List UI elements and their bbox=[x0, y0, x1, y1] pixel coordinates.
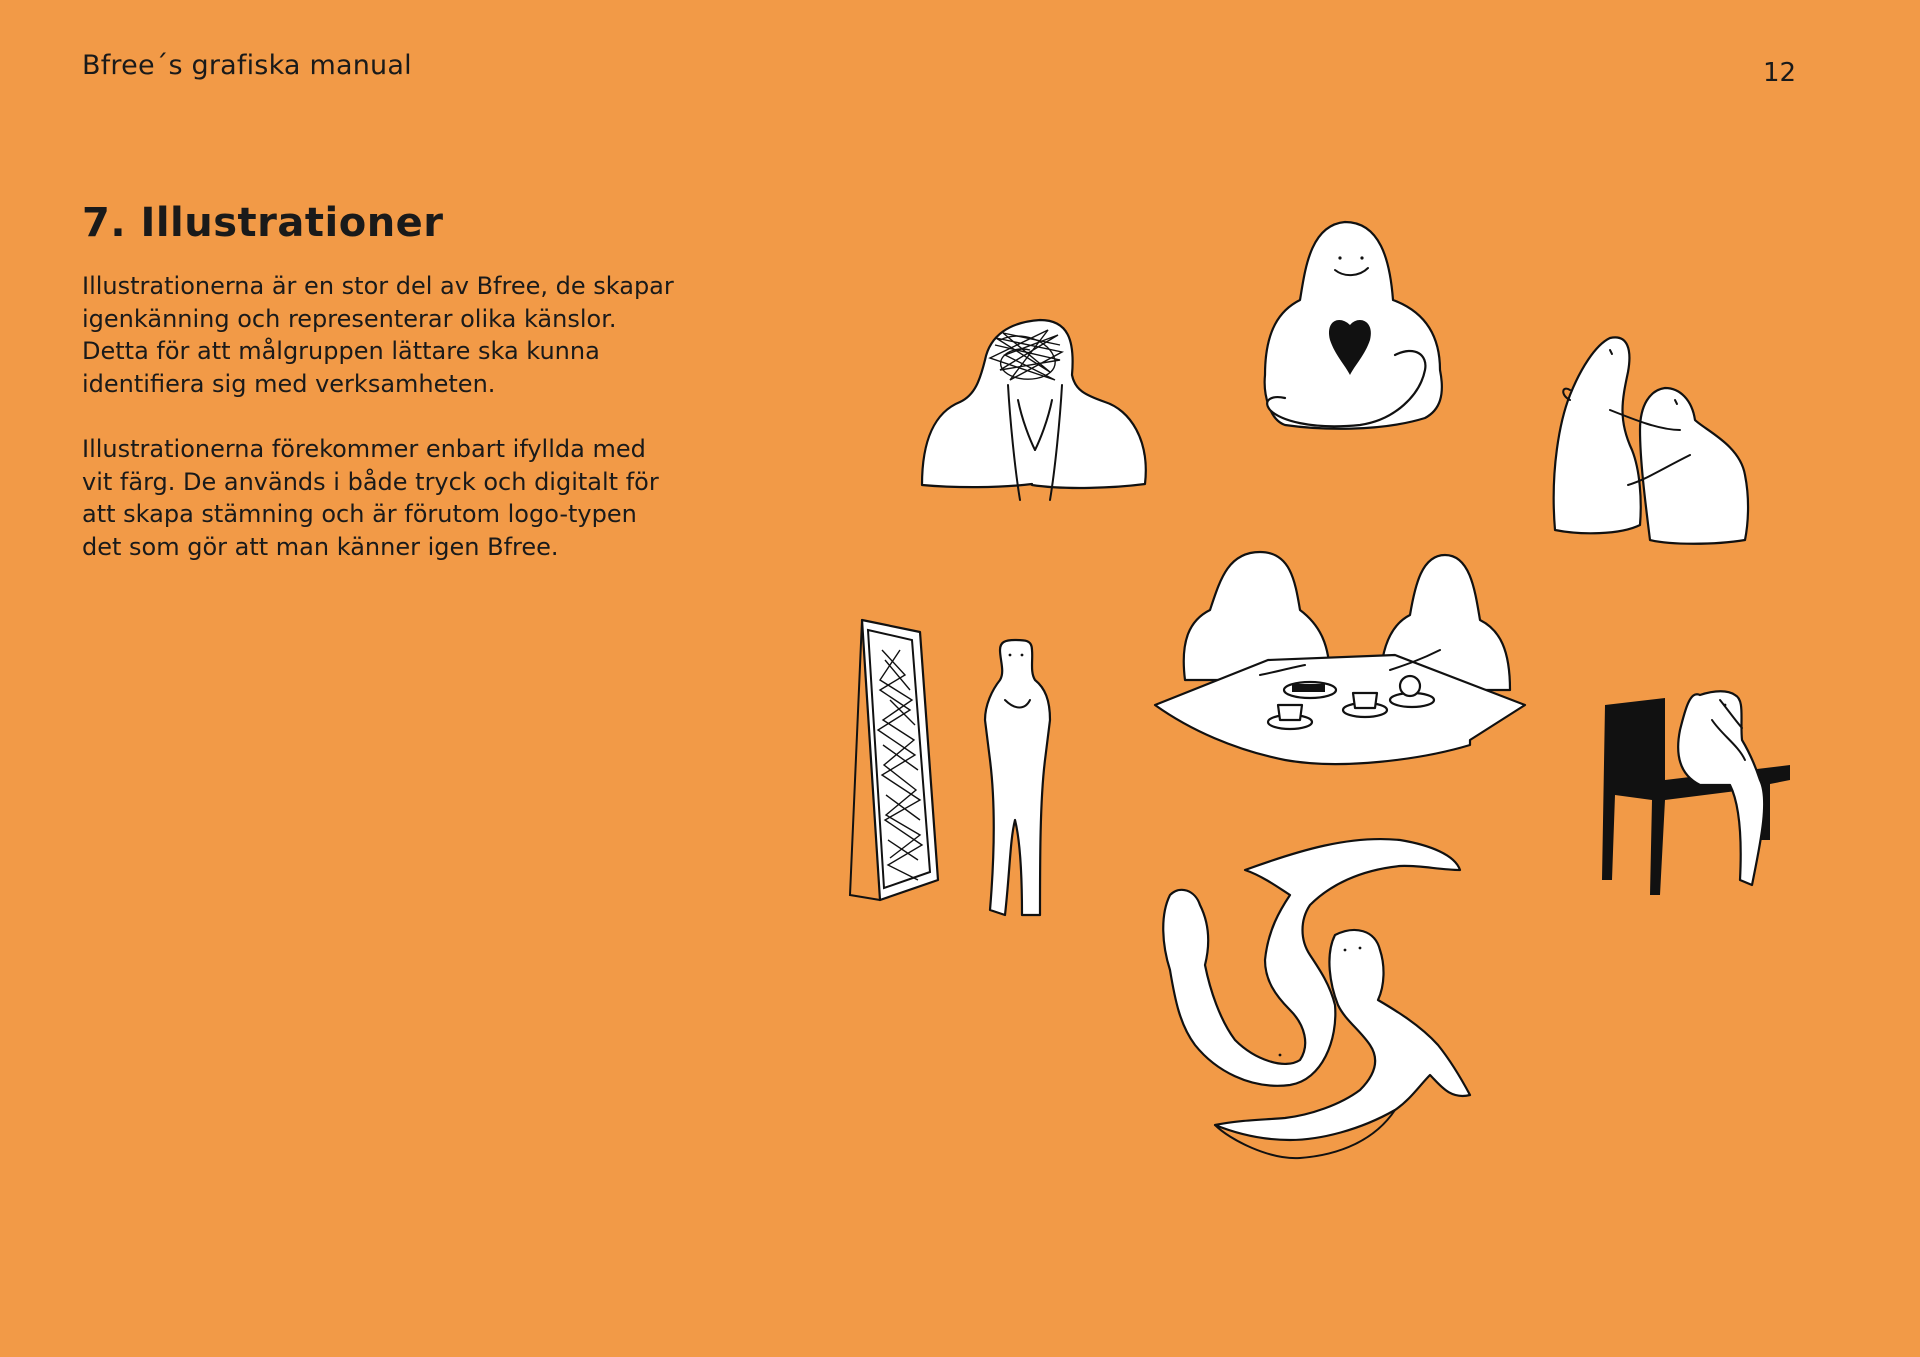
section-heading: 7. Illustrationer bbox=[82, 200, 444, 246]
illustration-heart-figure bbox=[1265, 222, 1442, 429]
paragraph-intro: Illustrationerna är en stor del av Bfree, de skapar igenkänning och representerar olika känslor. Detta för att målgruppen lättare ska kunna identifiera sig med verksamheten. bbox=[82, 272, 674, 398]
document-title: Bfree´s grafiska manual bbox=[82, 50, 412, 81]
page-number: 12 bbox=[1763, 58, 1797, 88]
illustration-floating-figures bbox=[1163, 839, 1470, 1158]
illustration-anxious-figure bbox=[922, 320, 1146, 500]
paragraph-usage: Illustrationerna förekommer enbart ifyllda med vit färg. De används i både tryck och digitalt för att skapa stämning och är förutom logo-typen det som gör att man känner igen Bfree. bbox=[82, 435, 659, 561]
illustration-embrace-figures bbox=[1554, 337, 1748, 543]
illustration-coffee-table bbox=[1155, 552, 1525, 764]
illustration-mirror-figure bbox=[850, 620, 1050, 915]
illustration-bench-figure bbox=[1602, 691, 1790, 895]
